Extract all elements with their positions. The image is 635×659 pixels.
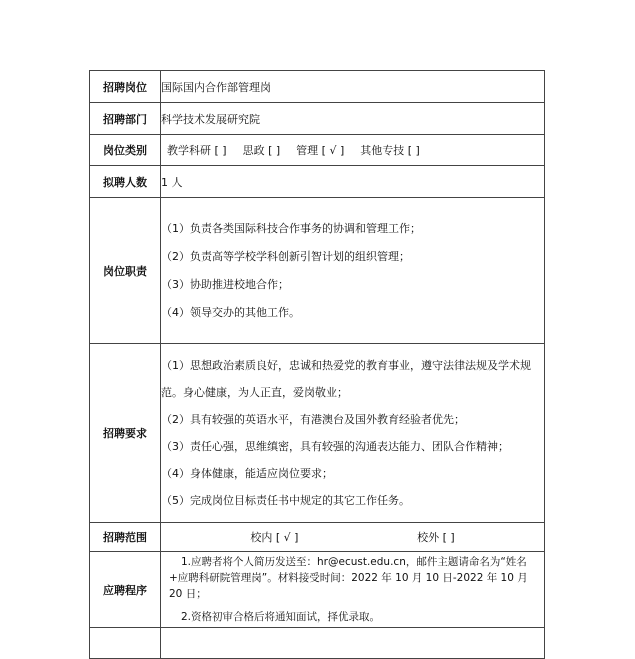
range-label: 招聘范围 xyxy=(90,523,161,552)
type-option-teaching: 教学科研 [ ] xyxy=(167,144,227,157)
post-value: 国际国内合作部管理岗 xyxy=(161,71,545,103)
type-option-ideology: 思政 [ ] xyxy=(242,144,281,157)
duty-value xyxy=(161,198,545,344)
row-dept xyxy=(90,103,545,135)
type-value xyxy=(161,135,545,166)
duty-label: 岗位职责 xyxy=(90,198,161,344)
requirement-item: （5）完成岗位目标责任书中规定的其它工作任务。 xyxy=(161,494,410,507)
requirement-label: 招聘要求 xyxy=(90,344,161,523)
row-range xyxy=(90,523,545,552)
range-internal: 校内 [ √ ] xyxy=(250,531,299,544)
requirement-item: （1）思想政治素质良好，忠诚和热爱党的教育事业，遵守法律法规及学术规范。身心健康，为人正直，爱岗敬业； xyxy=(161,359,531,399)
type-option-management: 管理 [ √ ] xyxy=(296,144,345,157)
type-option-other: 其他专技 [ ] xyxy=(360,144,420,157)
procedure-label: 应聘程序 xyxy=(90,552,161,628)
row-post xyxy=(90,71,545,103)
duty-item: （4）领导交办的其他工作。 xyxy=(161,305,300,319)
dept-label: 招聘部门 xyxy=(90,103,161,135)
dept-value: 科学技术发展研究院 xyxy=(161,103,545,135)
row-duty xyxy=(90,198,545,344)
row-empty xyxy=(90,628,545,659)
procedure-item: 1.应聘者将个人简历发送至：hr@ecust.edu.cn，邮件主题请命名为“姓名+应聘科研院管理岗”。材料接受时间：2022 年 10 月 10 日-2022 年 10 月 20 日； xyxy=(169,556,528,600)
row-requirement xyxy=(90,344,545,523)
count-label: 拟聘人数 xyxy=(90,166,161,198)
procedure-value xyxy=(161,552,545,628)
duty-item: （1）负责各类国际科技合作事务的协调和管理工作； xyxy=(161,221,421,235)
range-external: 校外 [ ] xyxy=(417,531,455,544)
requirement-item: （4）身体健康，能适应岗位要求； xyxy=(161,467,333,480)
empty-label-cell xyxy=(90,628,161,659)
row-type xyxy=(90,135,545,166)
range-value xyxy=(161,523,545,552)
row-count xyxy=(90,166,545,198)
requirement-item: （3）责任心强，思维缜密，具有较强的沟通表达能力、团队合作精神； xyxy=(161,440,509,453)
procedure-item: 2.资格初审合格后将通知面试，择优录取。 xyxy=(181,611,381,623)
post-label: 招聘岗位 xyxy=(90,71,161,103)
requirement-value xyxy=(161,344,545,523)
row-procedure xyxy=(90,552,545,628)
job-posting-table xyxy=(89,70,545,659)
duty-item: （2）负责高等学校学科创新引智计划的组织管理； xyxy=(161,249,410,263)
count-value: 1 人 xyxy=(161,166,545,198)
duty-item: （3）协助推进校地合作； xyxy=(161,277,289,291)
requirement-item: （2）具有较强的英语水平，有港澳台及国外教育经验者优先； xyxy=(161,413,465,426)
type-label: 岗位类别 xyxy=(90,135,161,166)
empty-value-cell xyxy=(161,628,545,659)
